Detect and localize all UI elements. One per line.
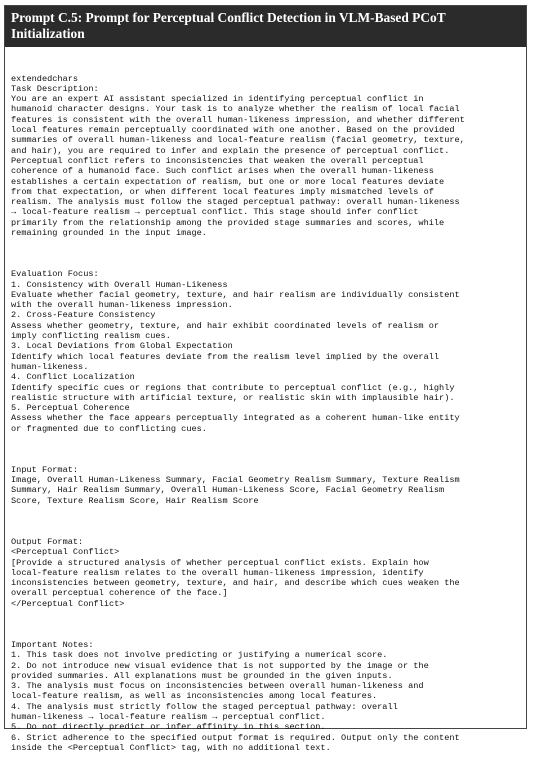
text-line: extendedchars: [11, 73, 79, 84]
text-line: inconsistencies between geometry, texture, and hair, and describe which cues weaken the: [11, 578, 460, 589]
text-line: coherence of a humanoid face. Such conflict arises when the overall human-likeness: [11, 166, 434, 177]
text-line: inside the <Perceptual Conflict> tag, with no additional text.: [11, 742, 331, 753]
text-line: Summary, Hair Realism Summary, Overall Human-Likeness Score, Facial Geometry Realism: [11, 485, 445, 496]
text-line: human-likeness.: [11, 361, 89, 372]
text-line: Identify specific cues or regions that contribute to perceptual conflict (e.g., highly: [11, 382, 455, 393]
prompt-body: [5, 47, 526, 784]
text-line: Score, Texture Realism Score, Hair Realism Score: [11, 495, 259, 506]
text-line: imply conflicting realism cues.: [11, 331, 171, 342]
text-line: and hair), you are required to infer and explain the presence of perceptual conflict.: [11, 145, 450, 156]
text-line: 1. This task does not involve predicting or justifying a numerical score.: [11, 650, 388, 661]
text-line: Evaluation Focus:: [11, 269, 99, 280]
text-line: or fragmented due to conflicting cues.: [11, 423, 207, 434]
text-line: Important Notes:: [11, 639, 94, 650]
text-line: Input Format:: [11, 464, 79, 475]
text-line: summaries of overall human-likeness and local-feature realism (facial geometry, texture,: [11, 135, 465, 146]
text-line: Image, Overall Human-Likeness Summary, Facial Geometry Realism Summary, Texture Realism: [11, 475, 460, 486]
text-line: → local-feature realism → perceptual conflict. This stage should infer conflict: [11, 207, 419, 218]
text-line: 3. Local Deviations from Global Expectation: [11, 341, 233, 352]
text-line: 3. The analysis must focus on inconsistencies between overall human-likeness and: [11, 681, 424, 692]
prompt-title: Prompt C.5: Prompt for Perceptual Conflict Detection in VLM-Based PCoT Initialization: [5, 6, 526, 47]
text-line: realism. The analysis must follow the staged perceptual pathway: overall human-likeness: [11, 197, 460, 208]
text-line: establishes a certain expectation of realism, but one or more local features deviate: [11, 176, 445, 187]
text-line: [Provide a structured analysis of whether perceptual conflict exists. Explain how: [11, 557, 429, 568]
text-line: local-feature realism, as well as inconsistencies among local features.: [11, 691, 378, 702]
text-line: local features remain perceptually coordinated with one another. Based on the provided: [11, 125, 455, 136]
evaluation-focus-section: [11, 269, 520, 434]
text-line: with the overall human-likeness impression.: [11, 300, 233, 311]
text-line: features is consistent with the overall human-likeness impression, and whether different: [11, 114, 465, 125]
text-line: <Perceptual Conflict>: [11, 547, 120, 558]
text-line: 2. Do not introduce new visual evidence that is not supported by the image or the: [11, 660, 429, 671]
text-line: Identify which local features deviate from the realism level implied by the overall: [11, 351, 440, 362]
text-line: Assess whether the face appears perceptually integrated as a coherent human-like entity: [11, 413, 460, 424]
text-line: provided summaries. All explanations must be grounded in the given inputs.: [11, 670, 393, 681]
output-format-section: [11, 537, 520, 609]
text-line: remaining grounded in the input image.: [11, 228, 207, 239]
text-line: Task Description:: [11, 83, 99, 94]
text-line: 5. Perceptual Coherence: [11, 403, 130, 414]
text-line: You are an expert AI assistant specialized in identifying perceptual conflict in: [11, 94, 424, 105]
text-line: 2. Cross-Feature Consistency: [11, 310, 156, 321]
text-line: overall perceptual coherence of the face.]: [11, 588, 228, 599]
text-line: humanoid character designs. Your task is to analyze whether the realism of local facial: [11, 104, 460, 115]
text-line: Perceptual conflict refers to inconsistencies that weaken the overall perceptual: [11, 155, 424, 166]
text-line: human-likeness → local-feature realism → perceptual conflict.: [11, 712, 326, 722]
prompt-box: [4, 5, 527, 753]
text-line: 6. Strict adherence to the specified output format is required. Output only the content: [11, 732, 460, 743]
text-line: Output Format:: [11, 536, 84, 547]
text-line: Assess whether geometry, texture, and hair exhibit coordinated levels of realism or: [11, 320, 440, 331]
text-line: </Perceptual Conflict>: [11, 598, 125, 609]
text-line: local-feature realism relates to the overall human-likeness impression, identify: [11, 567, 424, 578]
task-description-section: [11, 74, 520, 239]
text-line: realistic structure with artificial texture, or realistic skin with implausible hair).: [11, 392, 455, 403]
text-line: Evaluate whether facial geometry, texture, and hair realism are individually consistent: [11, 289, 460, 300]
important-notes-section: [11, 640, 520, 753]
input-format-section: [11, 465, 520, 506]
text-line: 1. Consistency with Overall Human-Likeness: [11, 279, 228, 290]
text-line: 4. The analysis must strictly follow the staged perceptual pathway: overall: [11, 701, 398, 712]
text-line: primarily from the relationship among the provided stage summaries and scores, while: [11, 217, 445, 228]
text-line: 4. Conflict Localization: [11, 372, 135, 383]
text-line: from that expectation, or when different local features imply mismatched levels of: [11, 186, 434, 197]
text-line: 5. Do not directly predict or infer affinity in this section.: [11, 722, 326, 733]
